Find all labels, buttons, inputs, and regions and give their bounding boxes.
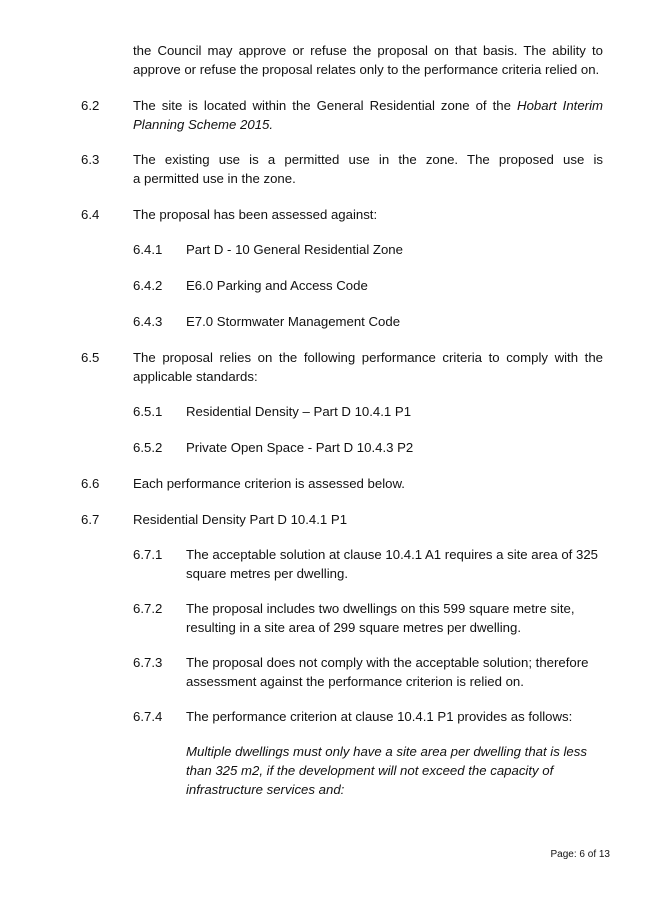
item-6-7-4-text: The performance criterion at clause 10.4.1 P1 provides as follows: [186, 709, 573, 724]
item-6-7-2-line-2: resulting in a site area of 299 square metres per dwelling. [186, 620, 521, 635]
scheme-title-part-1: Hobart Interim [517, 98, 603, 113]
item-6-7-3-line-1: The proposal does not comply with the acceptable solution; therefore [186, 655, 589, 670]
item-6-4-3-text: E7.0 Stormwater Management Code [186, 314, 401, 329]
item-number-6-4-2: 6.4.2 [133, 278, 163, 293]
section-6-2-text [133, 96, 603, 134]
section-6-5-line-2: applicable standards: [133, 369, 258, 384]
item-6-7-1-line-2: square metres per dwelling. [186, 566, 348, 581]
section-6-2-line-1-text: The site is located within the General Residential zone of the [133, 98, 511, 113]
section-6-2-line-1 [133, 96, 603, 115]
item-number-6-7-3: 6.7.3 [133, 655, 163, 670]
item-6-5-2-text: Private Open Space - Part D 10.4.3 P2 [186, 440, 414, 455]
quote-line-3: infrastructure services and: [186, 782, 345, 797]
item-6-7-3-line-2: assessment against the performance criterion is relied on. [186, 674, 524, 689]
continuation-line-2: approve or refuse the proposal relates only to the performance criteria relied on. [133, 62, 600, 77]
item-number-6-7-4: 6.7.4 [133, 709, 163, 724]
section-6-5-text [133, 348, 603, 386]
item-6-7-1-line-1: The acceptable solution at clause 10.4.1 A1 requires a site area of 325 [186, 547, 599, 562]
quote-line-1: Multiple dwellings must only have a site area per dwelling that is less [186, 744, 587, 759]
performance-criterion-quote [186, 742, 603, 799]
item-number-6-4-1: 6.4.1 [133, 242, 163, 257]
scheme-title-part-2: Planning Scheme 2015. [133, 117, 274, 132]
item-6-5-1-text: Residential Density – Part D 10.4.1 P1 [186, 404, 412, 419]
section-6-3-text [133, 150, 603, 188]
item-number-6-7-2: 6.7.2 [133, 601, 163, 616]
item-number-6-7-1: 6.7.1 [133, 547, 163, 562]
continuation-paragraph [133, 41, 603, 79]
section-number-6-2: 6.2 [81, 98, 100, 113]
continuation-line-1: the Council may approve or refuse the proposal on that basis. The ability to [133, 43, 603, 58]
item-number-6-5-2: 6.5.2 [133, 440, 163, 455]
item-number-6-5-1: 6.5.1 [133, 404, 163, 419]
section-number-6-5: 6.5 [81, 350, 100, 365]
item-6-7-2-text [186, 599, 603, 637]
page-number: Page: 6 of 13 [550, 849, 610, 860]
section-6-5-line-1: The proposal relies on the following performance criteria to comply with the [133, 350, 603, 365]
section-6-3-line-2: a permitted use in the zone. [133, 171, 296, 186]
item-6-4-2-text: E6.0 Parking and Access Code [186, 278, 368, 293]
section-6-7-heading: Residential Density Part D 10.4.1 P1 [133, 512, 348, 527]
section-6-6-text: Each performance criterion is assessed below. [133, 476, 405, 491]
section-number-6-7: 6.7 [81, 512, 100, 527]
item-number-6-4-3: 6.4.3 [133, 314, 163, 329]
section-number-6-4: 6.4 [81, 207, 100, 222]
item-6-7-1-text [186, 545, 603, 583]
item-6-4-1-text: Part D - 10 General Residential Zone [186, 242, 403, 257]
section-6-3-line-1: The existing use is a permitted use in the zone. The proposed use is [133, 152, 603, 167]
section-number-6-6: 6.6 [81, 476, 100, 491]
section-6-4-text: The proposal has been assessed against: [133, 207, 378, 222]
item-6-7-2-line-1: The proposal includes two dwellings on this 599 square metre site, [186, 601, 575, 616]
quote-line-2: than 325 m2, if the development will not exceed the capacity of [186, 763, 554, 778]
section-number-6-3: 6.3 [81, 152, 100, 167]
item-6-7-3-text [186, 653, 603, 691]
